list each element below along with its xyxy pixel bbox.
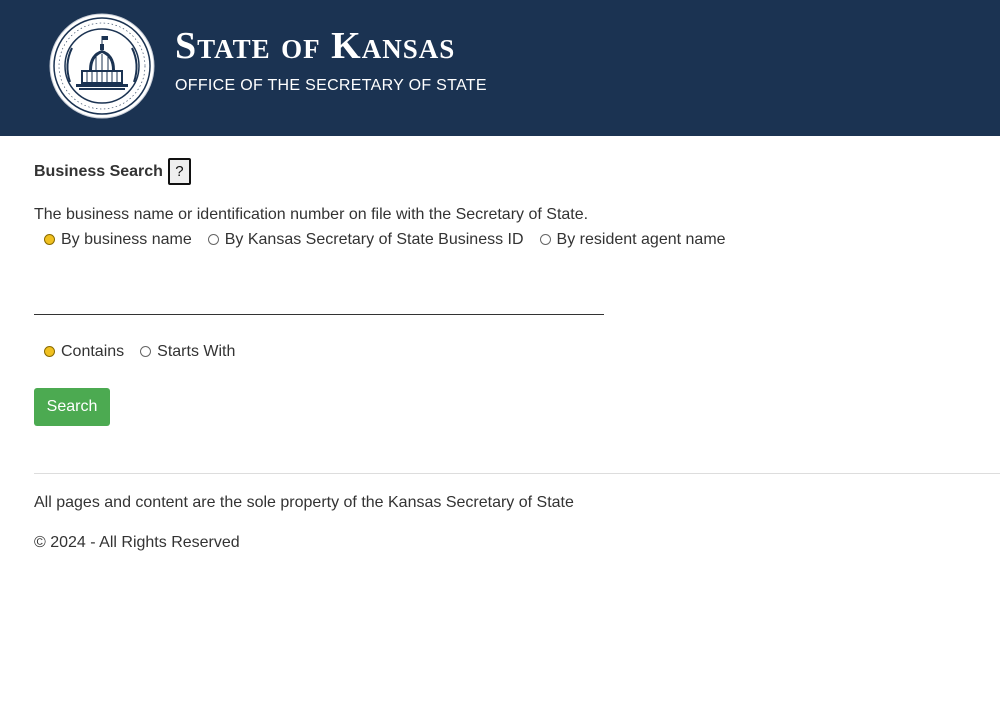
radio-button-selected[interactable] [44, 346, 55, 357]
search-input[interactable] [34, 286, 604, 315]
radio-label: By resident agent name [556, 231, 726, 248]
search-description: The business name or identification number on file with the Secretary of State. [34, 206, 589, 223]
search-type-business-name[interactable] [44, 231, 192, 249]
radio-button-selected[interactable] [44, 234, 55, 245]
search-type-business-id[interactable] [208, 231, 524, 249]
site-title: State of Kansas [175, 25, 456, 67]
footer-copyright: © 2024 - All Rights Reserved [34, 534, 240, 551]
site-brand [175, 26, 487, 96]
state-seal-icon [48, 12, 156, 120]
radio-label: Starts With [157, 343, 236, 360]
section-title: Business Search [34, 162, 163, 180]
radio-button[interactable] [208, 234, 219, 245]
match-starts-with[interactable] [140, 343, 235, 361]
search-type-group [44, 231, 742, 249]
match-type-group [44, 343, 251, 361]
site-subtitle: OFFICE OF THE SECRETARY OF STATE [175, 77, 487, 94]
radio-label: Contains [61, 343, 125, 360]
search-heading [34, 156, 191, 187]
help-button[interactable]: ? [168, 158, 191, 185]
footer-divider [34, 473, 1000, 474]
search-button[interactable]: Search [34, 388, 110, 426]
site-header [0, 0, 1000, 136]
radio-button[interactable] [140, 346, 151, 357]
radio-label: By business name [61, 231, 192, 248]
radio-label: By Kansas Secretary of State Business ID [224, 231, 524, 248]
footer-property-notice: All pages and content are the sole property of the Kansas Secretary of State [34, 494, 574, 511]
search-type-resident-agent[interactable] [540, 231, 726, 249]
radio-button[interactable] [540, 234, 551, 245]
match-contains[interactable] [44, 343, 124, 361]
